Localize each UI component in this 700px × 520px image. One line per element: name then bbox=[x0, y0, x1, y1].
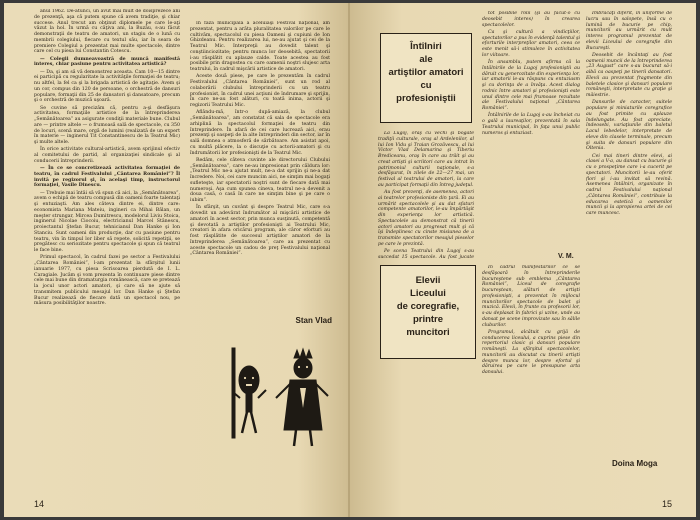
paragraph: Îmbrăcaţi diferit, în uniforme de lucru sau în salopete, însă cu o lumină de bucurie pe chip, muncitorii au urmărit cu mult interes programul prezentat de elevii Liceului de coregrafie din Bucureşti. bbox=[586, 11, 672, 51]
paragraph: Pe scena Teatrului din Lugoj s-au succedat 15 spectacole. Au fost jucate bbox=[378, 249, 474, 259]
paragraph: Aceste două piese, pe care le prezentăm în cadrul Festivalului „Cântarea României”, sunt un rod al colaborării clubului întreprinderii cu un teatru profesionist, în cadrul unei acţiuni de îndrumare şi sprijin, în care ne-au fost alături, cu toată inima, actorii şi regizorii Teatrului Mic. bbox=[190, 74, 330, 108]
paragraph: În cadrul manifestărilor ce se desfăşoară în întreprinderile bucureştene sub emblema „Cântarea României”, Liceul de coregrafie bucureştean, alături de artişti profesionişti, a prezentat în mijlocul muncitorilor spectacole de balet şi muzică. Elevii, în frunte cu profesorii lor, s-au deplasat în fabrici şi uzine, unde au dansat pe scene improvizate sau în sălile cluburilor. bbox=[482, 265, 580, 328]
paragraph: În sfârşit, un cuvânt şi despre Teatrul Mic, care s-a dovedit un adevărat îndrumător al mişcării artistice de amatori în acest sector, prin munca susţinută, competentă şi devotată a artiştilor profesionişti ai Teatrului Mic, creatori în afara oricărui program, ale căror eforturi au fost răsplătite de succesul artiştilor amatori de la întreprinderea „Semănătoarea”, care au prezentat cu aceste spectacole un cadou de preţ Festivalului naţional „Cântarea României”. bbox=[190, 205, 330, 257]
paragraph: În orice activitate cultural-artistică, avem sprijinul efectiv al comitetului de partid, al organizaţiei sindicale şi al conducerii întreprinderii. bbox=[34, 147, 180, 164]
headline-2-line-5: muncitori bbox=[406, 327, 450, 338]
headline-1-line-3: artiştilor amatori bbox=[388, 67, 464, 78]
paragraph: În faza municipală a aceluiaşi Festival naţional, am prezentat, pentru a arăta pluralitatea valorilor pe care le cultivăm, spectacolul cu piesa Oameni şi cupiuni de Ion Ghizdeanu. Pentru realizarea lui, ne-au ajutat şi cei de la Teatrul Mic. Interpreţii au dovedit talent şi conştiinciozitate; pentru munca lor deosebită, spectatorii i-au răsplătit cu aplauze calde. Toate acestea au fost posibile prin dragostea cu care oamenii noştri slujesc arta teatrului, în cadrul mişcării artistice de amatori. bbox=[190, 21, 330, 72]
tribal-figures-illustration bbox=[204, 338, 334, 458]
author-signature-right: Doina Moga bbox=[612, 459, 658, 468]
magazine-spread bbox=[4, 3, 696, 517]
paragraph: Programul, alcătuit cu grijă de conducerea liceului, a cuprins piese din repertoriul clasic şi dansuri populare româneşti. La sfârşitul spectacolelor, muncitorii au discutat cu tinerii artişti despre munca lor, despre efortul şi dăruirea pe care le presupune arta dansului. bbox=[482, 329, 580, 375]
paragraph: Cei mai tineri dintre elevi, ai clasei a V-a, au dansat cu bucurie şi cu o prospeţime care i-a cucerit pe spectatori. Muncitorii le-au oferit flori şi i-au invitat să revină. Asemenea întâlniri, organizate în cadrul Festivalului naţional „Cântarea României”, contribuie la educarea estetică a oamenilor muncii şi la apropierea artei de cei care muncesc. bbox=[586, 153, 672, 216]
headline-1-line-4: cu bbox=[420, 80, 432, 91]
headline-1-line-1: Întîlniri bbox=[410, 41, 442, 52]
paragraph: anul 1962. De-atunci, un avut mai mult de doisprezece ani de prezenţă, aşa că putem spune că avem tradiţie, şi chiar succese. Anul trecut am obţinut diplomele pe care le-aţi văzut la hol. În urmă cu câţiva ani, la Buzău, s-au făcut demonstraţii de teatru de amatori, un stagiu de o lună cu membrii colegiului, fiecare cu textul său, iar în seara de premiere Colegiul a prezentat mai multe spectacole, dintre care cel cu piesa lui Constantin Cotescu. bbox=[34, 9, 180, 55]
interview-question: — Colegii dumneavoastră de muncă manifestă interes, chiar pasiune pentru activitatea artistică? bbox=[34, 56, 180, 68]
right-column-a bbox=[378, 131, 474, 259]
paragraph: Redăm, cele câteva cuvinte ale directorului Clubului „Semănătoarea”, care ne-au impresionat prin căldura lor: „Teatrul Mic ne-a ajutat mult, ne-a dat sprijin şi ne-a dat încredere. Noi, cei care muncim aici, ne simţim mai bogaţi sufleteşte, iar spectatorii noştri sunt de fiecare dată mai numeroşi. Aşa cum spunea cineva, teatrul ne-a devenit a doua casă, o casă în care ne simţim bine şi pe care o iubim”. bbox=[190, 157, 330, 203]
paragraph: Deosebit de încântaţi au fost oamenii muncii de la întreprinderea „23 August” care s-au bucurat să-i aibă ca oaspeţi pe tinerii dansatori. Elevii au prezentat fragmente din baletele clasice şi dansuri populare româneşti, interpretate cu graţie şi măiestrie. bbox=[586, 52, 672, 98]
interview-question: — În ce se concretizează activitatea formaţiei de teatru, în cadrul Festivalului „Cântarea României”? Îl invită pe regizorul şi, în acelaşi timp, instructorul formaţiei, Vasile Dinescu. bbox=[34, 166, 180, 189]
headline-1-line-2: ale bbox=[419, 54, 433, 65]
right-page bbox=[350, 3, 696, 517]
paragraph: Întâlnirile de la Lugoj s-au încheiat cu o gală a laureaţilor, prezentată în sala Teatrului municipal, în faţa unui public numeros şi entuziast. bbox=[482, 113, 580, 136]
paragraph: Au fost prezenţi, de asemenea, actori ai teatrelor profesioniste din ţară. Ei au urmărit spectacolele şi au dat sfaturi competente amatorilor, le-au împărtăşit din experienţa lor artistică. Spectacolele au demonstrat că tinerii actori amatori au progresat mult şi că îşi îndeplinesc cu cinste misiunea de a transmite spectatorilor mesajul pieselor pe care le prezintă. bbox=[378, 190, 474, 247]
paragraph: Dansurile de caracter, suitele populare şi miniaturile coregrafice au fost primite cu aplauze îndelungate. Au fost apreciate, îndeosebi, variaţiunile din baletul Lacul lebedelor, interpretate de eleve din clasele terminale, precum şi suita de dansuri populare din Oltenia. bbox=[586, 100, 672, 152]
paragraph: În ansamblu, putem afirma că la întâlnirile de la Lugoj profesioniştii au dăruit cu generozitate din experienţa lor, iar amatorii le-au răspuns cu entuziasm şi cu dorinţa de a învăţa. Acest dialog rodnic între amatori şi profesionişti este unul dintre cele mai frumoase rezultate ale Festivalului naţional „Cântarea României”. bbox=[482, 60, 580, 111]
page-number-right: 15 bbox=[661, 499, 672, 509]
paragraph: Ca şi cultură a vindicţiilor, spectatorilor a pus în evidenţă talentul şi eforturile interpreţilor amatori, ceea ce este menit să-i stimuleze în activitatea lor viitoare. bbox=[482, 29, 580, 58]
headline-2-line-4: printre bbox=[412, 314, 444, 325]
author-signature-vm: V. M. bbox=[558, 253, 574, 260]
headline-box-2 bbox=[380, 265, 476, 359]
headline-2-line-3: de coregrafie, bbox=[396, 301, 460, 312]
paragraph: — Da, şi am să vă demonstrez aceasta. Cam 10—15 dintre ei participă cu regularitate la activităţile formaţiei de teatru; nu altfel, la fel ca şi la brigada artistică de agitaţie. Avem şi un cor, compus din 120 de persoane, o orchestră de dansuri populare, formaţii din 25 de dansatori şi dansatoare, precum şi o orchestră de muzică uşoară. bbox=[34, 69, 180, 104]
headline-2-line-2: Liceului bbox=[410, 288, 446, 299]
paragraph: — Trebuie mai întâi să vă spun că aici, la „Semănătoarea”, avem o echipă de teatru compusă din oameni foarte talentaţi şi entuziaşti. Am ales câteva dintre ei, dintre care: economista Mariana Mateiu, ingineri ca Mihai Bălan, un meşter strungar, Mircea Dumitrescu, modelorul Liviu Stoica, inginerul Nicolae Ciocoiu, electricianul Marcel Stănescu, proiectantul Ştefan Bucur, tehnicianul Dan Hanke şi Ion Stanciu. Sunt oameni din producţie, dar cu pasiune pentru teatru, vin în timpul lor liber să repete, solicită repetiţii, se pregătesc cu seriozitate pentru spectacole şi spun că teatrul le face bine. bbox=[34, 190, 180, 253]
right-column-b bbox=[482, 11, 580, 249]
page-number-left: 14 bbox=[34, 499, 45, 509]
paragraph: tot posibile rolii (şi au făcut-o cu deosebit interes) în crearea spectacolelor. bbox=[482, 11, 580, 28]
right-column-c bbox=[586, 11, 672, 451]
headline-2-line-1: Elevii bbox=[415, 275, 441, 286]
paragraph: Primul spectacol, în cadrul fazei pe sector a Festivalului „Cântarea României”, l-am prezentat la sfârşitul lunii ianuarie 1977, cu piesa Scrisoarea pierdută de I. L. Caragiale. Jucăm şi vom prezenta în continuare piese dintre cele mai bune din dramaturgia românească, care se pretează la jocul unor actori amatori, şi care să ne ajute să transmitem publicului mesajul lor. Dan Hanke şi Ştefan Bucur realizează de fiecare dată un spectacol nou, pe măsura posibilităţilor noastre. bbox=[34, 255, 180, 307]
left-column-1 bbox=[34, 9, 180, 479]
paragraph: Aflându-mă, într-o după-amiază, la clubul „Semănătoarea”, am constatat că sala de spectacole era arhiplină la spectacolul formaţiei de teatru din întreprindere. În afară de cei care lucrează aici, erau prezenţi şi oaspeţi de la alte întreprinderi din sector, iar în sală domnea o atmosferă de sărbătoare. Am asistat apoi, cu multă plăcere, la o discuţie cu actorii-amatori şi cu îndrumătorii lor profesionişti de la Teatrul Mic. bbox=[190, 110, 330, 156]
left-column-2 bbox=[190, 21, 330, 299]
left-page bbox=[4, 3, 350, 517]
author-signature-left: Stan Vlad bbox=[295, 316, 332, 325]
headline-1-line-5: profesioniştii bbox=[396, 93, 456, 104]
right-column-d bbox=[482, 265, 580, 477]
paragraph: Se cuvine să precizăm că, pentru a-şi desfăşura activitatea, formaţiile artistice de la întreprinderea „Semănătoarea” au asigurate condiţii materiale bune. Clubul are — printre altele — o frumoasă sală de spectacole, cu 350 de locuri, scenă mare, orgă de lumini (realizată de un expert în materie — inginerul Tit Constantinescu de la Teatrul Mic) şi multe altele. bbox=[34, 105, 180, 145]
headline-box-1 bbox=[380, 33, 472, 123]
paragraph: La Lugoj, oraş cu vechi şi bogate tradiţii culturale, oraş al Ardelenilor, al lui Ion Vidu şi Traian Grozăvescu, al lui Victor Vlad Delamarina şi Tiberiu Brediceanu, oraş în care au trăit şi au creat artişti şi scriitori care au intrat în patrimoniul culturii naţionale, s-a desfăşurat, în zilele de 22—27 mai, un festival al teatrului de amatori, la care au participat formaţii din întreg judeţul. bbox=[378, 131, 474, 188]
